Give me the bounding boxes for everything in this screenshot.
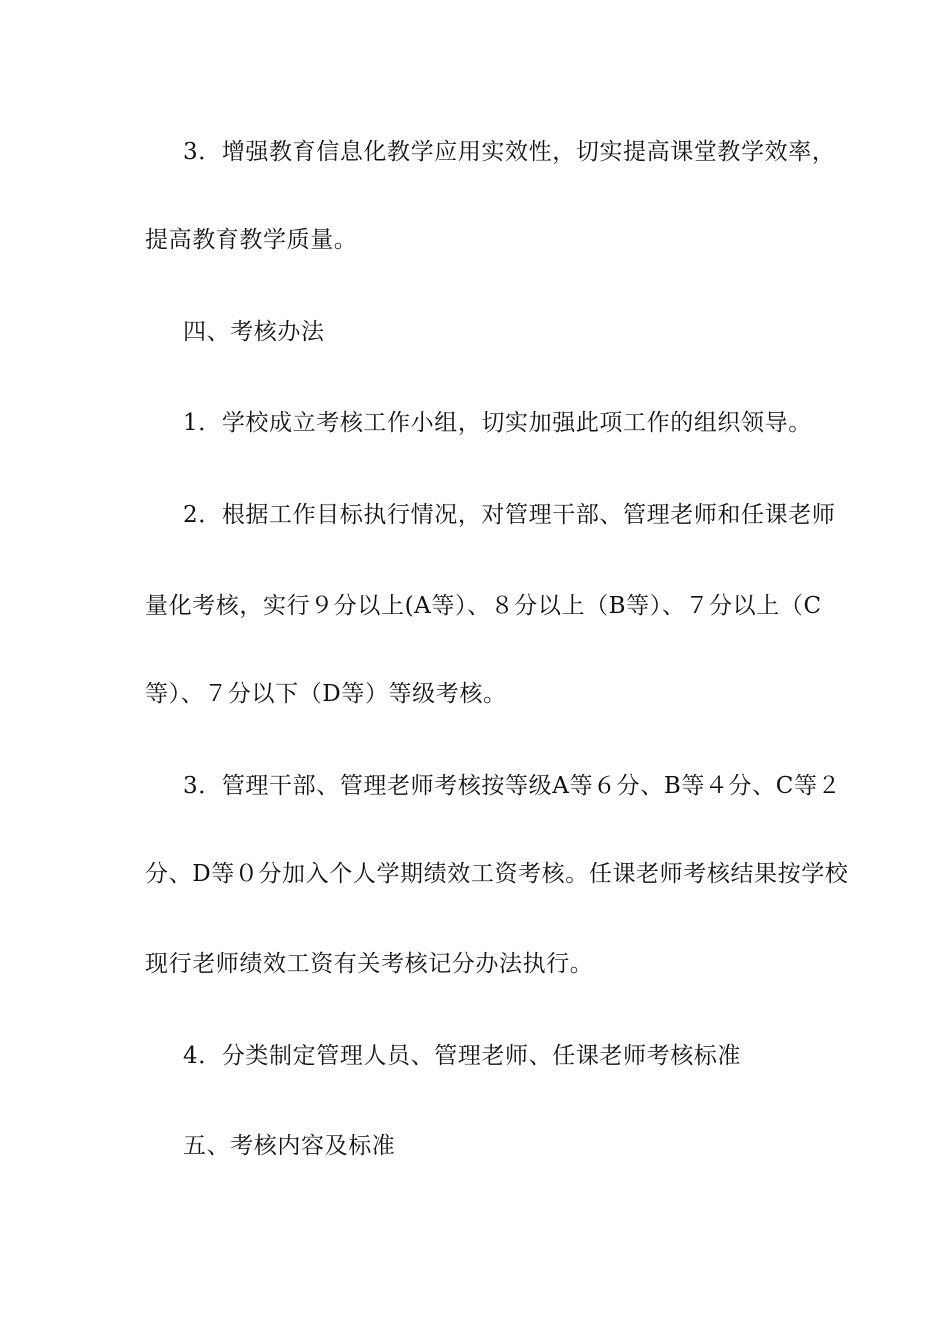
paragraph-line-method-2-start: 2．根据工作目标执行情况，对管理干部、管理老师和任课老师 — [183, 502, 836, 528]
paragraph-line-item-3-start: 3．增强教育信息化教学应用实效性，切实提高课堂教学效率， — [183, 139, 836, 165]
paragraph-line-method-3-start: 3．管理干部、管理老师考核按等级A等６分、B等４分、C等２ — [183, 773, 842, 799]
paragraph-line-method-1: 1．学校成立考核工作小组，切实加强此项工作的组织领导。 — [183, 410, 812, 436]
paragraph-line-method-2-middle: 量化考核，实行９分以上(A等）、８分以上（B等）、７分以上（C — [145, 593, 822, 619]
section-heading-assessment-content: 五、考核内容及标准 — [183, 1133, 396, 1159]
paragraph-line-method-3-middle: 分、D等０分加入个人学期绩效工资考核。任课老师考核结果按学校 — [145, 861, 849, 887]
paragraph-line-method-4: 4．分类制定管理人员、管理老师、任课老师考核标准 — [183, 1043, 742, 1069]
paragraph-line-method-3-end: 现行老师绩效工资有关考核记分办法执行。 — [145, 951, 594, 977]
paragraph-line-item-3-end: 提高教育教学质量。 — [145, 227, 358, 253]
section-heading-assessment-method: 四、考核办法 — [183, 319, 325, 345]
paragraph-line-method-2-end: 等）、７分以下（D等）等级考核。 — [145, 681, 507, 707]
